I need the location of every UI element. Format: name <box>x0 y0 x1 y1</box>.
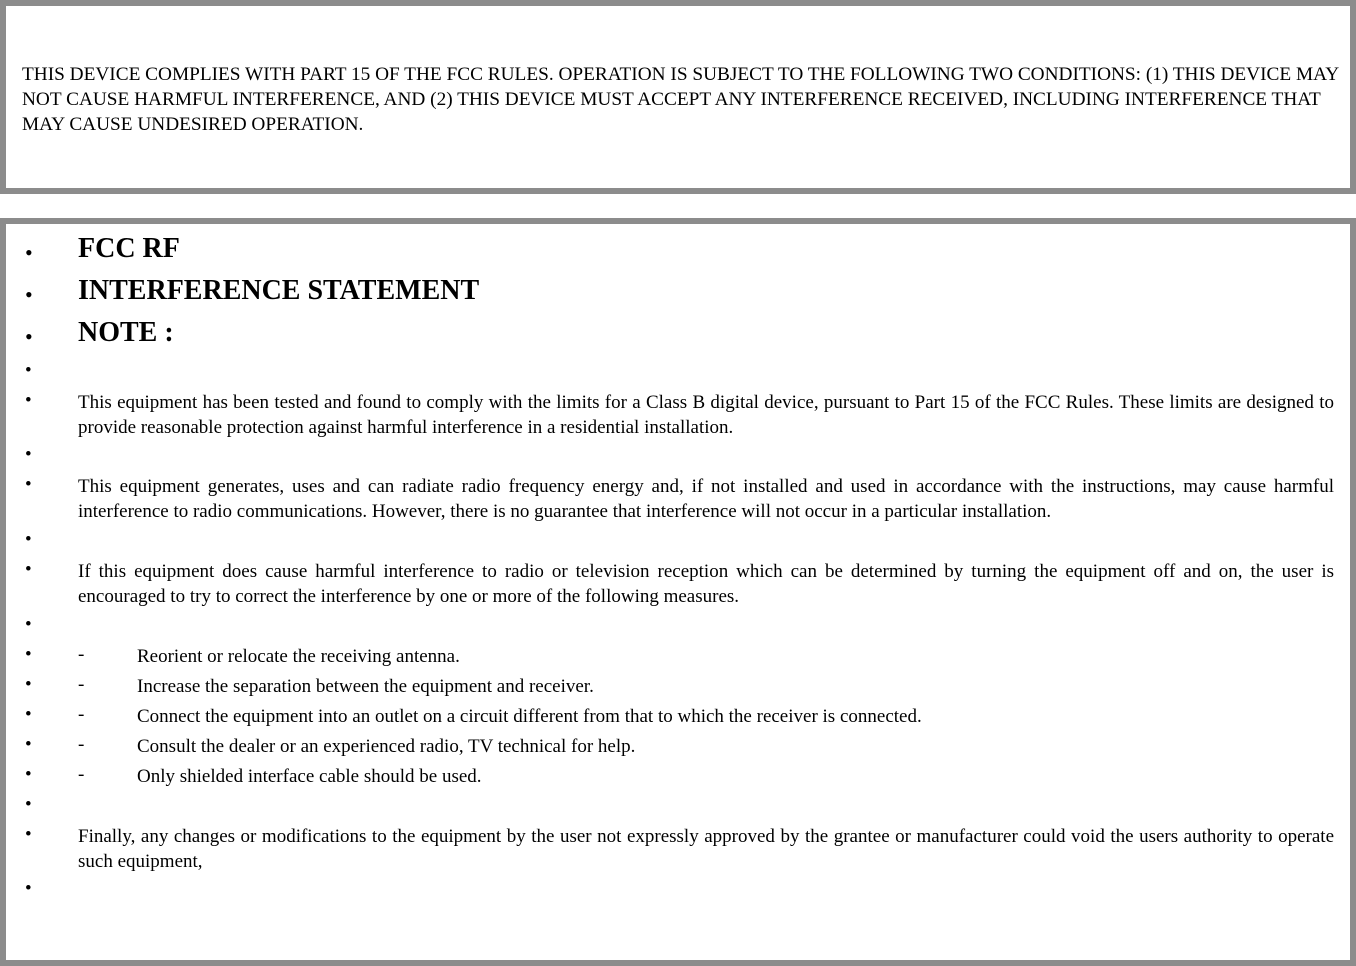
bullet: • <box>25 824 32 845</box>
bullet: • <box>25 240 33 265</box>
bullet: • <box>25 764 32 785</box>
bullet: • <box>25 794 32 815</box>
heading-text: NOTE : <box>78 317 174 348</box>
measure-text: Increase the separation between the equipment and receiver. <box>137 676 594 697</box>
paragraph-radio-energy: This equipment generates, uses and can radiate radio frequency energy and, if not installed and used in accordance with the instructions, may cause harmful interference to radio communications. However, there is no guarantee that interference will not occur in a particular installation. <box>78 476 1334 522</box>
bullet: • <box>25 614 32 635</box>
bullet: • <box>25 704 32 725</box>
measure-text: Only shielded interface cable should be used. <box>137 766 482 787</box>
paragraph-class-b-limits: This equipment has been tested and found to comply with the limits for a Class B digital device, pursuant to Part 15 of the FCC Rules. These limits are designed to provide reasonable protection against harmful interference in a residential installation. <box>78 392 1334 438</box>
bullet: • <box>25 390 32 411</box>
measure-text: Connect the equipment into an outlet on a circuit different from that to which the receiver is connected. <box>137 706 922 727</box>
bullet: • <box>25 282 33 307</box>
measure-text: Consult the dealer or an experienced radio, TV technical for help. <box>137 736 636 757</box>
bullet: • <box>25 674 32 695</box>
compliance-notice: THIS DEVICE COMPLIES WITH PART 15 OF THE FCC RULES. OPERATION IS SUBJECT TO THE FOLLOWING TWO CONDITIONS: (1) THIS DEVICE MAY NOT CAUSE HARMFUL INTERFERENCE, AND (2) THIS DEVICE MUST ACCEPT ANY INTERFERENCE RECEIVED, INCLUDING INTERFERENCE THAT MAY CAUSE UNDESIRED OPERATION. <box>22 64 1339 135</box>
bullet: • <box>25 474 32 495</box>
bullet: • <box>25 644 32 665</box>
dash: - <box>78 704 85 725</box>
paragraph-correct-interference: If this equipment does cause harmful interference to radio or television reception which can be determined by turning the equipment off and on, the user is encouraged to try to correct the interference by one or more of the following measures. <box>78 561 1334 607</box>
bullet: • <box>25 324 33 349</box>
measure-text: Reorient or relocate the receiving antenna. <box>137 646 460 667</box>
heading-text: FCC RF <box>78 233 180 264</box>
bullet: • <box>25 529 32 550</box>
bullet: • <box>25 444 32 465</box>
dash: - <box>78 644 85 665</box>
heading-text: INTERFERENCE STATEMENT <box>78 275 480 306</box>
bullet: • <box>25 878 32 899</box>
dash: - <box>78 764 85 785</box>
paragraph-modifications-warning: Finally, any changes or modifications to the equipment by the user not expressly approved by the grantee or manufacturer could void the users authority to operate such equipment, <box>78 826 1334 872</box>
bullet: • <box>25 734 32 755</box>
interference-statement-box <box>0 218 1356 966</box>
dash: - <box>78 674 85 695</box>
bullet: • <box>25 559 32 580</box>
compliance-box <box>0 0 1356 194</box>
bullet: • <box>25 360 32 381</box>
dash: - <box>78 734 85 755</box>
